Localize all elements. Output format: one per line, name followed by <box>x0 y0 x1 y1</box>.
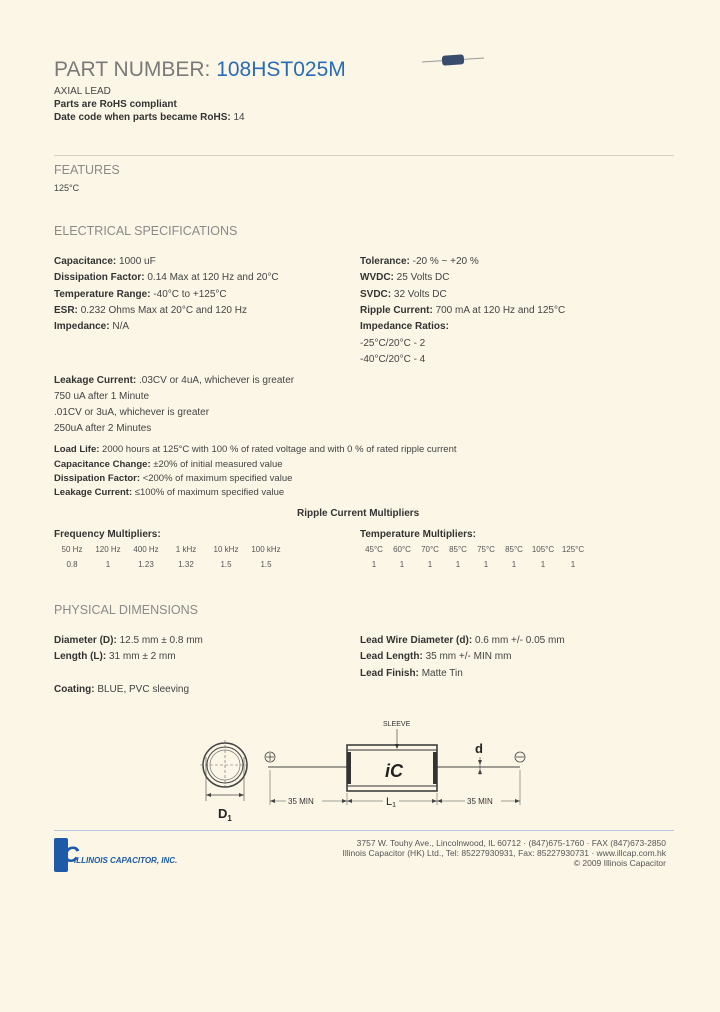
temp-header: 105°C <box>531 545 555 554</box>
freq-header: 120 Hz <box>95 545 121 554</box>
temp-header-row <box>360 545 588 554</box>
temp-header: 85°C <box>505 545 523 554</box>
temp-header: 60°C <box>393 545 411 554</box>
freq-value: 0.8 <box>66 560 78 569</box>
spec-tolerance: Tolerance: -20 % ~ +20 % <box>360 256 479 267</box>
logo-mark: iC <box>57 842 79 867</box>
leakage-line: .01CV or 3uA, whichever is greater <box>54 407 210 418</box>
temp-value: 1 <box>399 560 405 569</box>
leakage-change: Leakage Current: ≤100% of maximum specified value <box>54 487 285 498</box>
temp-header: 125°C <box>561 545 585 554</box>
freq-header: 1 kHz <box>175 545 197 554</box>
temp-header: 45°C <box>365 545 383 554</box>
temp-value: 1 <box>483 560 489 569</box>
leakage-current: Leakage Current: .03CV or 4uA, whichever is greater <box>54 375 295 386</box>
temp-header: 70°C <box>421 545 439 554</box>
logo-text: ILLINOIS CAPACITOR, INC. <box>74 856 178 865</box>
leakage-line: 250uA after 2 Minutes <box>54 423 152 434</box>
spec-svdc: SVDC: 32 Volts DC <box>360 289 447 300</box>
freq-header: 100 kHz <box>251 545 281 554</box>
d-large-label: $D_1$ <box>218 806 232 823</box>
spec-esr: ESR: 0.232 Ohms Max at 20°C and 120 Hz <box>54 305 247 316</box>
freq-title: Frequency Multipliers: <box>54 529 161 540</box>
footer-divider <box>54 830 674 831</box>
footer-copyright: © 2009 Illinois Capacitor <box>573 858 666 868</box>
freq-header: 10 kHz <box>213 545 239 554</box>
part-number-value: 108HST025M <box>216 58 346 81</box>
temp-table <box>360 545 588 569</box>
temp-value: 1 <box>511 560 517 569</box>
sleeve-label: SLEEVE <box>383 721 411 728</box>
temp-value: 1 <box>371 560 377 569</box>
spec-dissipation: Dissipation Factor: 0.14 Max at 120 Hz and 20°C <box>54 272 279 283</box>
freq-value: 1 <box>105 560 111 569</box>
d-small-label: d <box>475 741 483 756</box>
temp-value: 1 <box>570 560 576 569</box>
part-number-label: PART NUMBER: <box>54 58 217 81</box>
freq-header: 50 Hz <box>61 545 83 554</box>
datecode-line <box>54 112 245 123</box>
freq-value: 1.23 <box>138 560 154 569</box>
temp-value: 1 <box>427 560 433 569</box>
dimension-diagram <box>190 715 535 825</box>
spec-ripple-current: Ripple Current: 700 mA at 120 Hz and 125°C <box>360 305 566 316</box>
plus-icon <box>265 752 275 762</box>
page-title <box>54 58 346 82</box>
freq-value: 1.5 <box>260 560 272 569</box>
freq-value: 1.5 <box>220 560 232 569</box>
dim-lead-wire: Lead Wire Diameter (d): 0.6 mm +/- 0.05 mm <box>360 635 565 646</box>
min-left-label: 35 MIN <box>288 797 314 806</box>
datecode-label: Date code when parts became RoHS: <box>54 112 231 123</box>
impedance-ratio: -40°C/20°C - 4 <box>360 354 426 365</box>
load-life: Load Life: 2000 hours at 125°C with 100 % of rated voltage and with 0 % of rated ripple current <box>54 444 457 455</box>
temp-header: 85°C <box>449 545 467 554</box>
temp-header: 75°C <box>477 545 495 554</box>
min-right-label: 35 MIN <box>467 797 493 806</box>
l-label: L1 <box>386 796 397 809</box>
temp-value: 1 <box>540 560 546 569</box>
leakage-line: 750 uA after 1 Minute <box>54 391 150 402</box>
freq-value-row <box>54 554 286 569</box>
physical-title: PHYSICAL DIMENSIONS <box>54 603 199 617</box>
features-title: FEATURES <box>54 163 120 177</box>
freq-header-row <box>54 545 286 554</box>
temp-value-row <box>360 554 588 569</box>
dim-lead-length: Lead Length: 35 mm +/- MIN mm <box>360 651 512 662</box>
datecode-value: 14 <box>233 112 245 123</box>
end-view <box>200 740 250 801</box>
spec-temperature: Temperature Range: -40°C to +125°C <box>54 289 227 300</box>
coating: Coating: BLUE, PVC sleeving <box>54 684 190 695</box>
divider <box>54 155 674 156</box>
freq-table <box>54 545 286 569</box>
spec-wvdc: WVDC: 25 Volts DC <box>360 272 450 283</box>
temp-title: Temperature Multipliers: <box>360 529 476 540</box>
feature-item: 125°C <box>54 183 80 193</box>
freq-value: 1.32 <box>178 560 194 569</box>
company-logo <box>54 838 178 878</box>
temp-value: 1 <box>455 560 461 569</box>
dim-length: Length (L): 31 mm ± 2 mm <box>54 651 176 662</box>
spec-impedance-ratios: Impedance Ratios: <box>360 321 449 332</box>
footer-hk: Illinois Capacitor (HK) Ltd., Tel: 85227930931, Fax: 85227930731 · www.illcap.com.hk <box>342 848 666 858</box>
electrical-title: ELECTRICAL SPECIFICATIONS <box>54 224 238 238</box>
minus-icon <box>515 752 525 762</box>
rohs-line: Parts are RoHS compliant <box>54 99 177 110</box>
capacitance-change: Capacitance Change: ±20% of initial measured value <box>54 459 283 470</box>
ripple-title: Ripple Current Multipliers <box>297 508 420 519</box>
dissipation-change: Dissipation Factor: <200% of maximum specified value <box>54 473 293 484</box>
lead-type: AXIAL LEAD <box>54 86 111 97</box>
spec-impedance: Impedance: N/A <box>54 321 130 332</box>
impedance-ratio: -25°C/20°C - 2 <box>360 338 426 349</box>
diagram-logo: iC <box>385 761 403 781</box>
dim-diameter: Diameter (D): 12.5 mm ± 0.8 mm <box>54 635 203 646</box>
dim-lead-finish: Lead Finish: Matte Tin <box>360 668 463 679</box>
capacitor-thumbnail <box>420 50 486 70</box>
freq-header: 400 Hz <box>133 545 159 554</box>
spec-capacitance: Capacitance: 1000 uF <box>54 256 156 267</box>
footer-address: 3757 W. Touhy Ave., Lincolnwood, IL 60712 · (847)675-1760 · FAX (847)673-2850 <box>356 838 666 848</box>
